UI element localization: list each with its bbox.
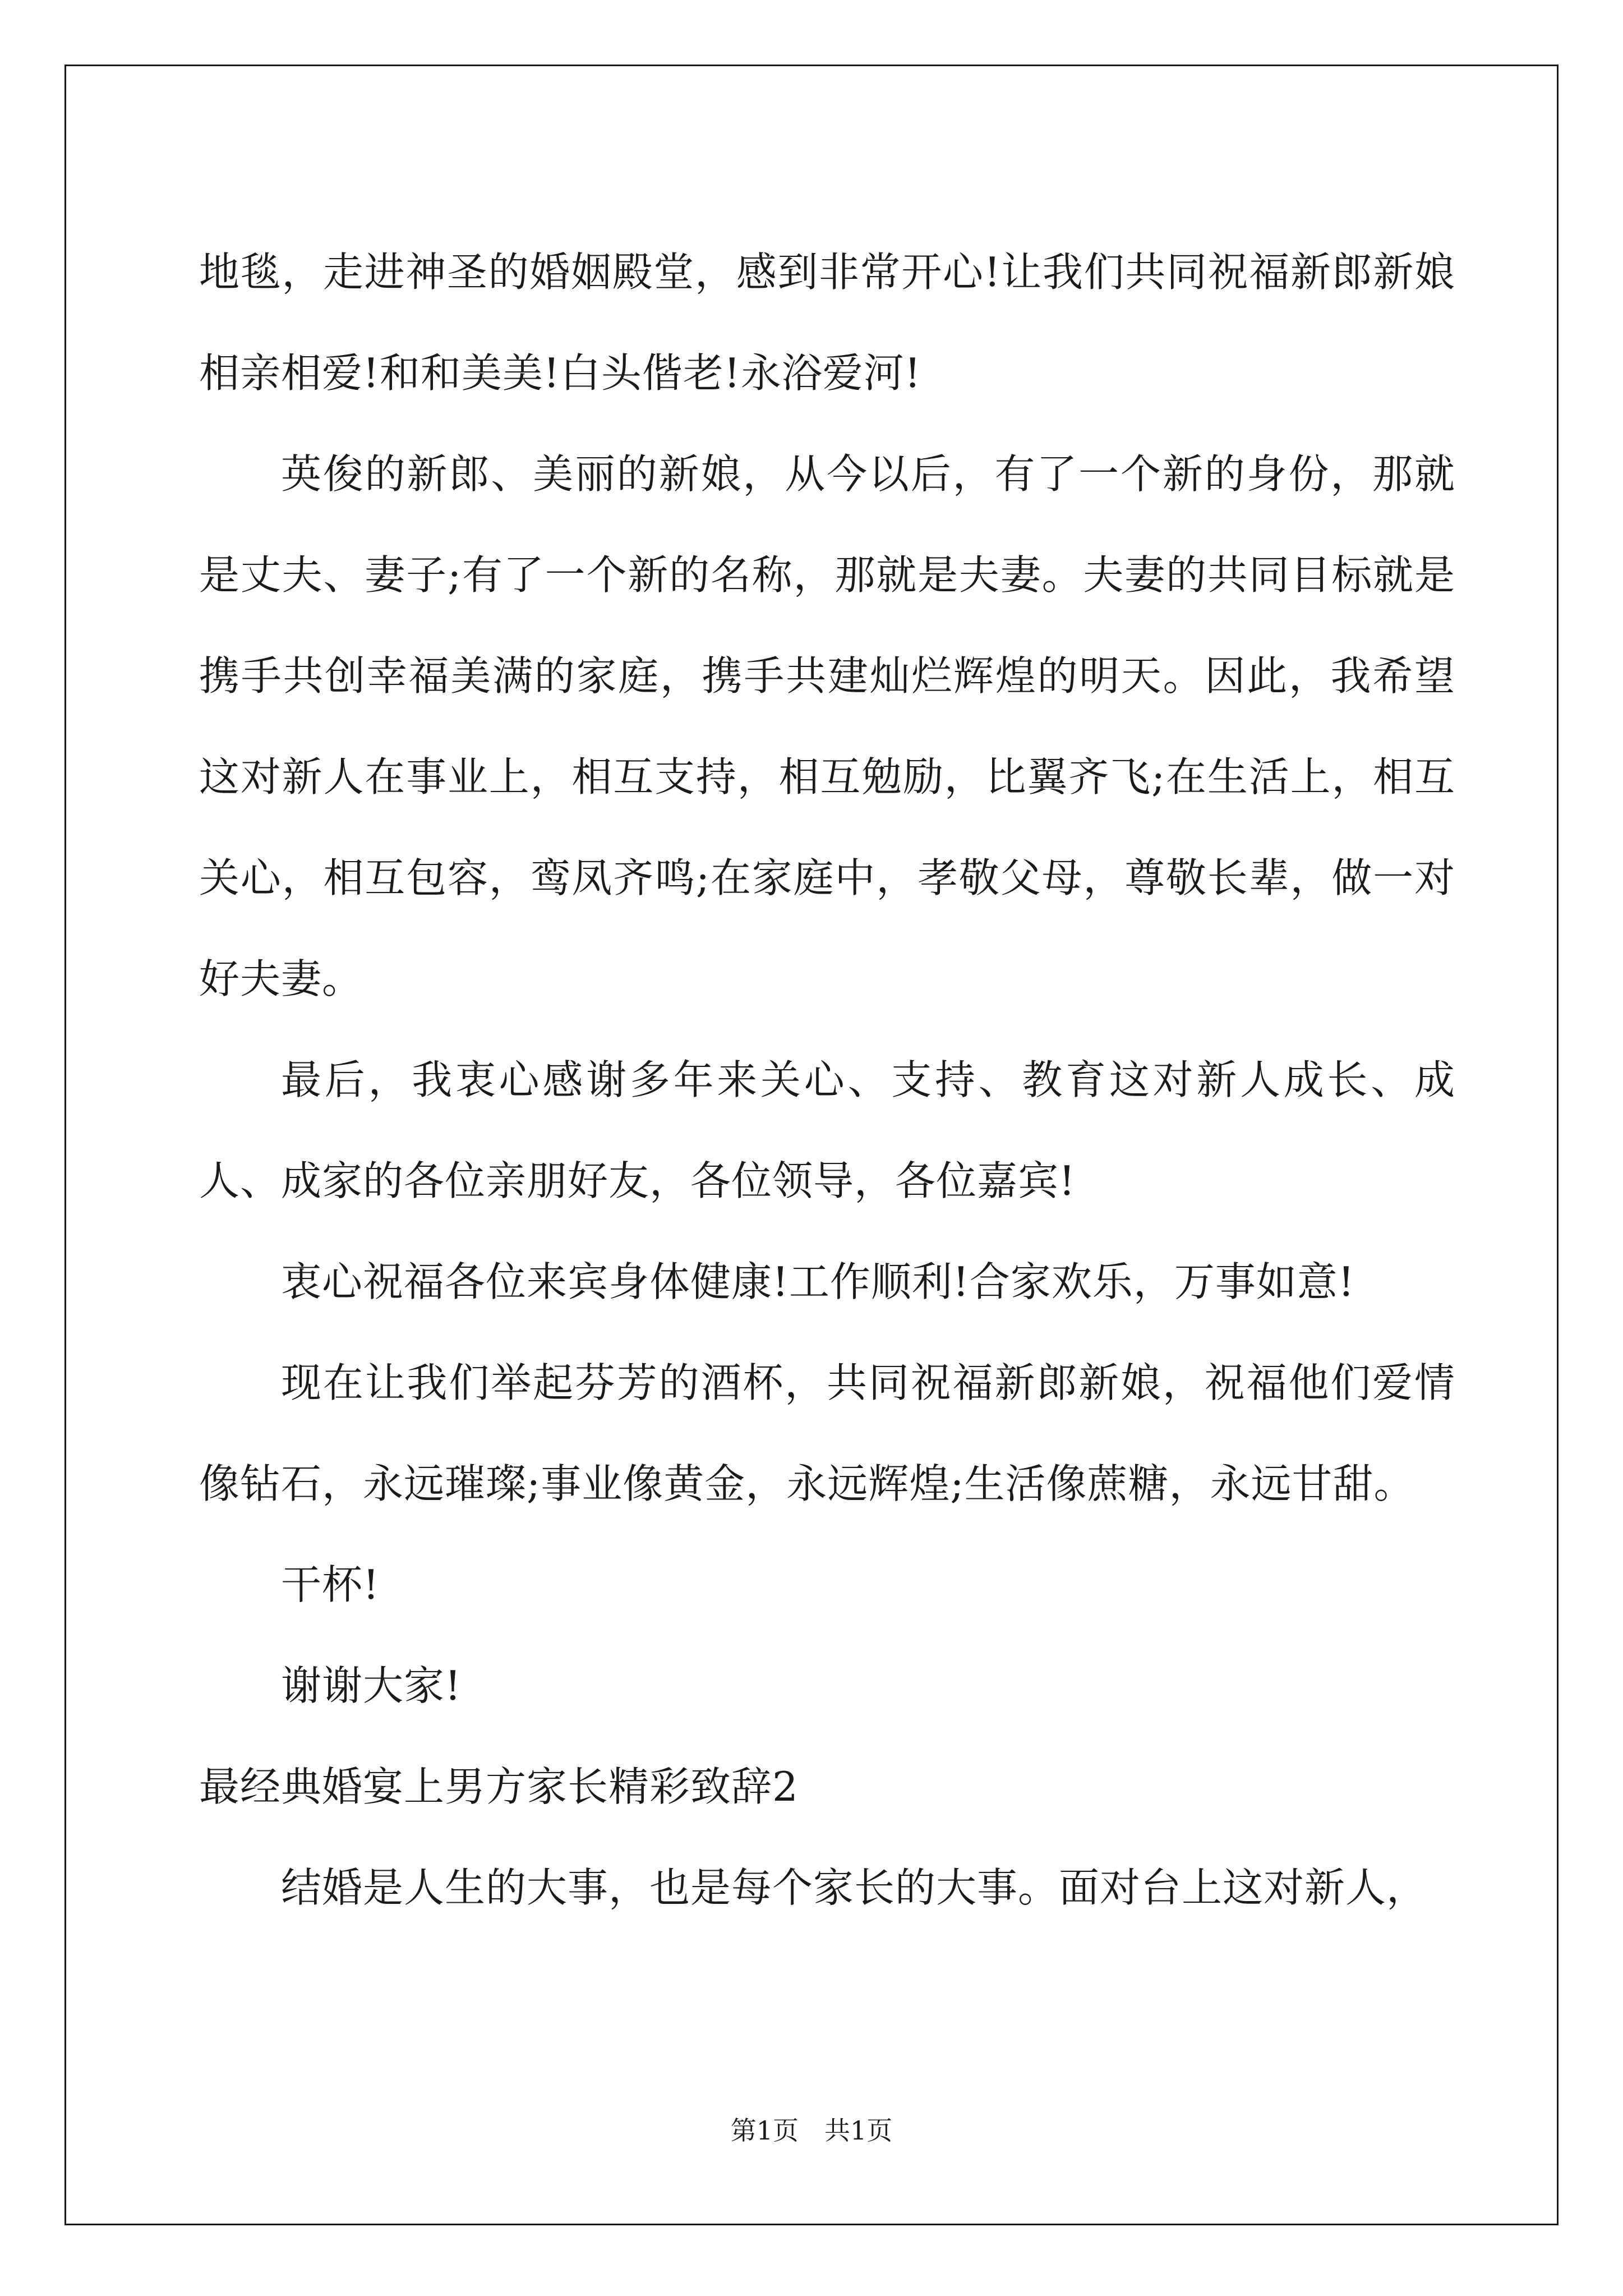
paragraph-9: 结婚是人生的大事，也是每个家长的大事。面对台上这对新人， xyxy=(281,1864,1428,1911)
paragraph-4: 衷心祝福各位来宾身体健康!工作顺利!合家欢乐，万事如意! xyxy=(281,1258,1355,1305)
paragraph-5: 现在让我们举起芬芳的酒杯，共同祝福新郎新娘，祝福他们爱情像钻石，永远璀璨;事业像黄金，永远辉煌;生活像蔗糖，永远甘甜。 xyxy=(199,1359,1455,1507)
paragraph-2: 英俊的新郎、美丽的新娘，从今以后，有了一个新的身份，那就是丈夫、妻子;有了一个新的名称，那就是夫妻。夫妻的共同目标就是携手共创幸福美满的家庭，携手共建灿烂辉煌的明天。因此，我希望这对新人在事业上，相互支持，相互勉励，比翼齐飞;在生活上，相互关心，相互包容，鸾凤齐鸣;在家庭中，孝敬父母，尊敬长辈，做一对好夫妻。 xyxy=(199,450,1455,1002)
paragraph-1: 地毯，走进神圣的婚姻殿堂，感到非常开心!让我们共同祝福新郎新娘相亲相爱!和和美美!白头偕老!永浴爱河! xyxy=(199,249,1455,397)
document-body xyxy=(199,222,1455,1938)
paragraph-7: 谢谢大家! xyxy=(281,1662,462,1709)
page-footer: 第1页 共1页 xyxy=(730,2115,893,2146)
paragraph-3: 最后，我衷心感谢多年来关心、支持、教育这对新人成长、成人、成家的各位亲朋好友，各位领导，各位嘉宾! xyxy=(199,1056,1455,1204)
section-heading: 最经典婚宴上男方家长精彩致辞2 xyxy=(199,1763,799,1810)
paragraph-6: 干杯! xyxy=(281,1561,380,1608)
